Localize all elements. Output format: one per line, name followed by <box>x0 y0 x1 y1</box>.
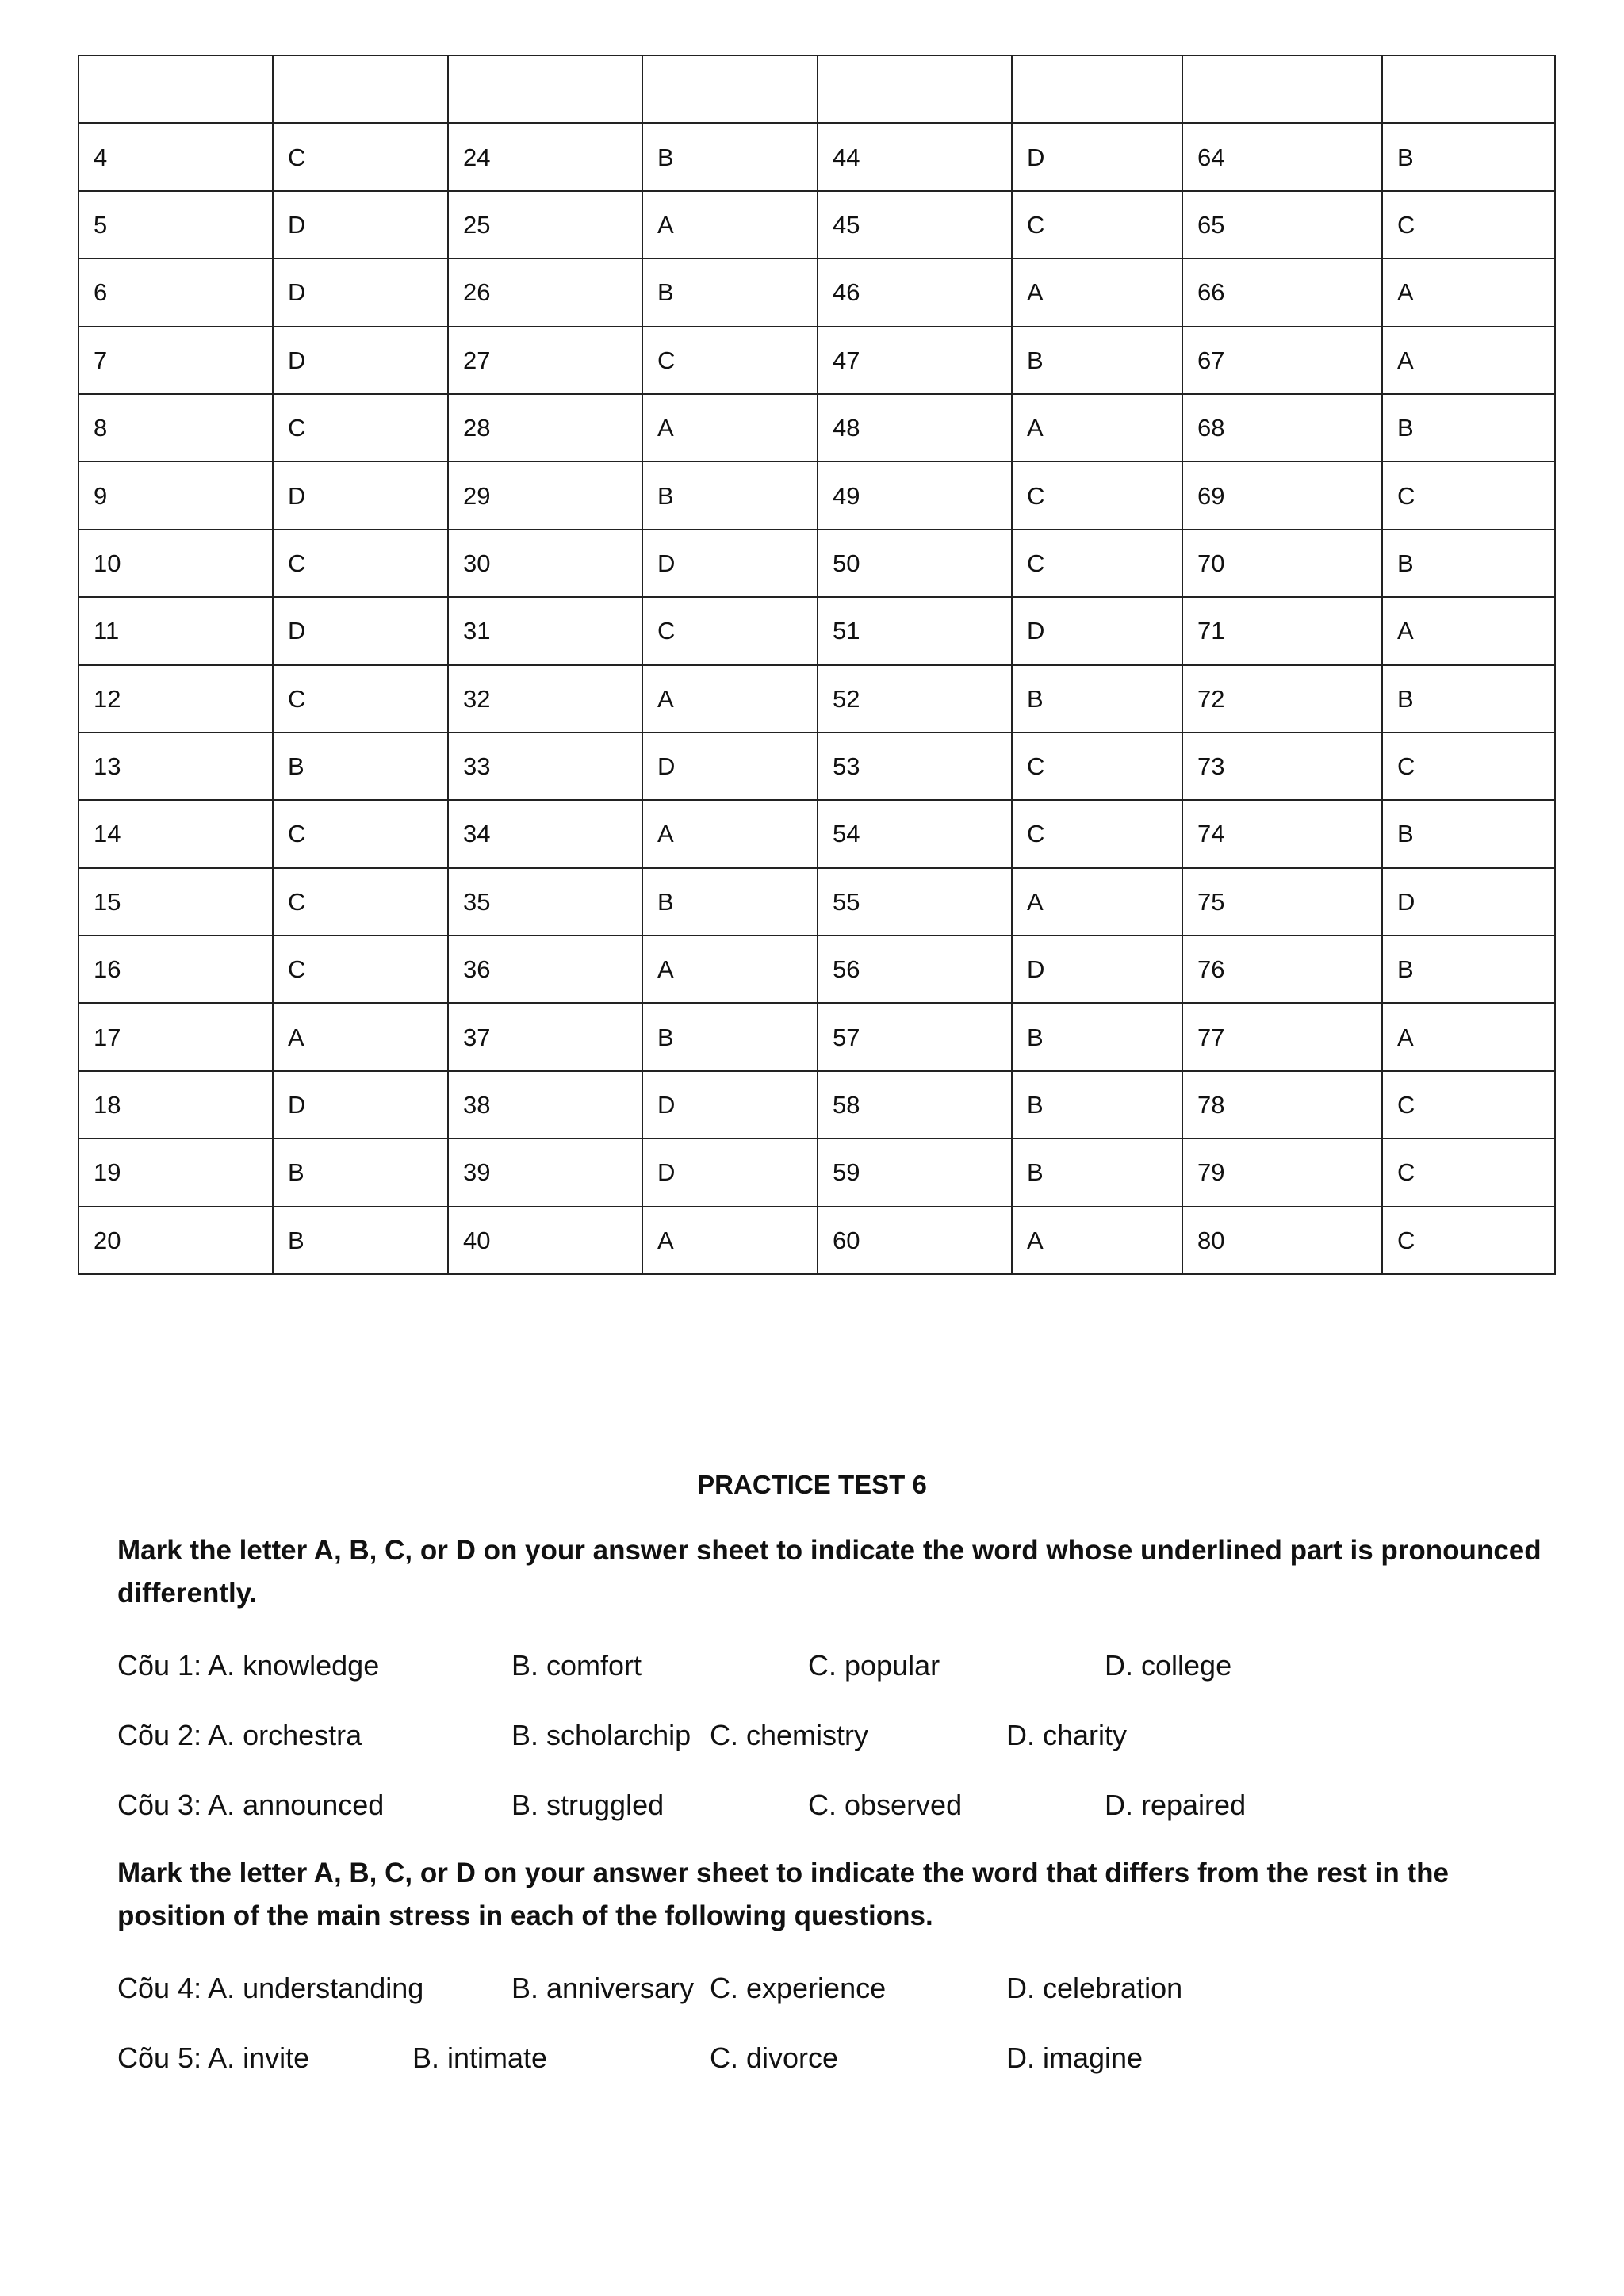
answer-letter-cell: C <box>1012 191 1182 258</box>
question-number-cell: 39 <box>448 1138 642 1206</box>
question-2-option-c: C. chemistry <box>710 1719 869 1751</box>
question-number-cell: 77 <box>1182 1003 1382 1070</box>
question-number-cell: 49 <box>818 461 1012 529</box>
answer-letter-cell: C <box>273 530 448 597</box>
question-number-cell: 30 <box>448 530 642 597</box>
question-number-cell: 15 <box>79 868 273 936</box>
question-number-cell: 52 <box>818 665 1012 733</box>
question-number-cell: 24 <box>448 123 642 190</box>
question-1-option-a: Cõu 1: A. knowledge <box>117 1649 380 1682</box>
question-number-cell: 29 <box>448 461 642 529</box>
question-4-option-d: D. celebration <box>1006 1972 1183 2004</box>
answer-letter-cell: D <box>273 191 448 258</box>
table-row <box>79 530 1555 597</box>
answer-letter-cell: C <box>1382 191 1555 258</box>
question-number-cell: 8 <box>79 394 273 461</box>
answer-letter-cell: B <box>1012 665 1182 733</box>
question-number-cell: 51 <box>818 597 1012 664</box>
answer-letter-cell: A <box>1012 1207 1182 1274</box>
question-number-cell: 46 <box>818 258 1012 326</box>
question-number-cell: 57 <box>818 1003 1012 1070</box>
answer-letter-cell: D <box>273 461 448 529</box>
answer-letter-cell: C <box>273 665 448 733</box>
answer-letter-cell: D <box>642 1071 818 1138</box>
question-1-option-d: D. college <box>1105 1649 1232 1682</box>
answer-letter-cell: A <box>642 1207 818 1274</box>
table-row <box>79 1207 1555 1274</box>
table-header-row <box>79 55 1555 123</box>
answer-letter-cell: B <box>642 123 818 190</box>
question-1-option-c: C. popular <box>808 1649 940 1682</box>
answer-letter-cell: D <box>273 258 448 326</box>
answer-letter-cell: D <box>1012 597 1182 664</box>
answer-letter-cell: A <box>1382 327 1555 394</box>
answer-letter-cell: A <box>1382 1003 1555 1070</box>
answer-letter-cell: C <box>273 800 448 867</box>
question-number-cell: 13 <box>79 733 273 800</box>
question-5-option-a: Cõu 5: A. invite <box>117 2042 310 2074</box>
question-number-cell: 18 <box>79 1071 273 1138</box>
question-3-option-b: B. struggled <box>511 1789 665 1821</box>
answer-letter-cell: B <box>1382 665 1555 733</box>
table-row <box>79 665 1555 733</box>
answer-letter-cell: C <box>1382 1138 1555 1206</box>
question-2-option-a: Cõu 2: A. orchestra <box>117 1719 362 1751</box>
answer-letter-cell: B <box>1382 123 1555 190</box>
answer-letter-cell: C <box>273 123 448 190</box>
answer-letter-cell: D <box>1012 123 1182 190</box>
answer-letter-cell: B <box>1012 1003 1182 1070</box>
answer-letter-cell: A <box>273 1003 448 1070</box>
question-number-cell: 74 <box>1182 800 1382 867</box>
question-number-cell: 26 <box>448 258 642 326</box>
question-number-cell <box>1182 55 1382 123</box>
answer-letter-cell: C <box>273 394 448 461</box>
question-number-cell: 5 <box>79 191 273 258</box>
question-number-cell: 4 <box>79 123 273 190</box>
answer-letter-cell: C <box>1382 1207 1555 1274</box>
answer-letter-cell: C <box>1012 461 1182 529</box>
question-number-cell <box>79 55 273 123</box>
answer-letter-cell: C <box>1382 1071 1555 1138</box>
question-number-cell: 32 <box>448 665 642 733</box>
table-row <box>79 936 1555 1003</box>
question-3-option-d: D. repaired <box>1105 1789 1247 1821</box>
answer-letter-cell: C <box>1012 530 1182 597</box>
question-5-option-c: C. divorce <box>710 2042 839 2074</box>
section1-instruction: Mark the letter A, B, C, or D on your answer sheet to indicate the word whose underlined part is pronounced differently. <box>117 1535 1542 1609</box>
answer-key-table <box>78 55 1556 1275</box>
question-number-cell: 20 <box>79 1207 273 1274</box>
question-number-cell: 36 <box>448 936 642 1003</box>
answer-letter-cell: A <box>1012 258 1182 326</box>
question-4-option-a: Cõu 4: A. understanding <box>117 1972 424 2004</box>
answer-letter-cell: B <box>1382 800 1555 867</box>
question-2-option-b: B. scholarchip <box>511 1719 691 1751</box>
table-row <box>79 258 1555 326</box>
test-title: PRACTICE TEST 6 <box>697 1470 927 1499</box>
question-number-cell: 7 <box>79 327 273 394</box>
answer-letter-cell: D <box>1012 936 1182 1003</box>
question-number-cell: 37 <box>448 1003 642 1070</box>
question-5-option-b: B. intimate <box>412 2042 548 2074</box>
question-number-cell: 64 <box>1182 123 1382 190</box>
answer-letter-cell: A <box>1382 597 1555 664</box>
table-row <box>79 597 1555 664</box>
answer-letter-cell: D <box>1382 868 1555 936</box>
question-number-cell: 70 <box>1182 530 1382 597</box>
answer-letter-cell: B <box>273 1207 448 1274</box>
answer-letter-cell: B <box>1382 530 1555 597</box>
question-number-cell: 17 <box>79 1003 273 1070</box>
question-number-cell: 73 <box>1182 733 1382 800</box>
question-number-cell: 54 <box>818 800 1012 867</box>
question-1-option-b: B. comfort <box>511 1649 642 1682</box>
question-number-cell: 58 <box>818 1071 1012 1138</box>
answer-letter-cell: A <box>1012 394 1182 461</box>
question-number-cell: 53 <box>818 733 1012 800</box>
answer-letter-cell <box>642 55 818 123</box>
question-number-cell: 68 <box>1182 394 1382 461</box>
question-number-cell: 9 <box>79 461 273 529</box>
answer-letter-cell: C <box>1382 733 1555 800</box>
answer-letter-cell: B <box>273 733 448 800</box>
question-number-cell: 75 <box>1182 868 1382 936</box>
table-row <box>79 461 1555 529</box>
question-number-cell: 10 <box>79 530 273 597</box>
question-number-cell: 16 <box>79 936 273 1003</box>
question-number-cell: 69 <box>1182 461 1382 529</box>
table-row <box>79 1138 1555 1206</box>
question-number-cell: 35 <box>448 868 642 936</box>
table-row <box>79 123 1555 190</box>
question-number-cell: 47 <box>818 327 1012 394</box>
question-number-cell: 27 <box>448 327 642 394</box>
question-number-cell: 6 <box>79 258 273 326</box>
answer-letter-cell: B <box>642 1003 818 1070</box>
question-number-cell: 72 <box>1182 665 1382 733</box>
question-number-cell: 14 <box>79 800 273 867</box>
answer-letter-cell: B <box>273 1138 448 1206</box>
question-number-cell: 12 <box>79 665 273 733</box>
question-number-cell: 19 <box>79 1138 273 1206</box>
answer-letter-cell: C <box>1012 733 1182 800</box>
answer-letter-cell: C <box>1382 461 1555 529</box>
table-row <box>79 394 1555 461</box>
answer-letter-cell: B <box>642 868 818 936</box>
answer-letter-cell: D <box>642 530 818 597</box>
table-row <box>79 800 1555 867</box>
question-number-cell: 33 <box>448 733 642 800</box>
table-row <box>79 1071 1555 1138</box>
question-number-cell: 44 <box>818 123 1012 190</box>
question-number-cell: 48 <box>818 394 1012 461</box>
question-number-cell: 67 <box>1182 327 1382 394</box>
question-4-option-c: C. experience <box>710 1972 887 2004</box>
question-number-cell: 34 <box>448 800 642 867</box>
question-number-cell: 55 <box>818 868 1012 936</box>
question-number-cell: 65 <box>1182 191 1382 258</box>
answer-letter-cell <box>1382 55 1555 123</box>
question-number-cell: 31 <box>448 597 642 664</box>
answer-letter-cell: D <box>642 1138 818 1206</box>
question-2-option-d: D. charity <box>1006 1719 1128 1751</box>
question-number-cell: 76 <box>1182 936 1382 1003</box>
answer-letter-cell <box>1012 55 1182 123</box>
answer-letter-cell: C <box>642 327 818 394</box>
question-number-cell <box>818 55 1012 123</box>
question-number-cell: 11 <box>79 597 273 664</box>
question-number-cell: 78 <box>1182 1071 1382 1138</box>
section2-instruction: Mark the letter A, B, C, or D on your answer sheet to indicate the word that differs from the rest in the position of the main stress in each of the following questions. <box>117 1858 1449 1931</box>
question-3-option-a: Cõu 3: A. announced <box>117 1789 385 1821</box>
answer-letter-cell: A <box>642 191 818 258</box>
question-number-cell: 25 <box>448 191 642 258</box>
answer-letter-cell: B <box>1382 936 1555 1003</box>
answer-letter-cell: B <box>1012 1071 1182 1138</box>
question-number-cell: 56 <box>818 936 1012 1003</box>
table-row <box>79 868 1555 936</box>
question-number-cell: 59 <box>818 1138 1012 1206</box>
question-3-option-c: C. observed <box>808 1789 963 1821</box>
answer-letter-cell: A <box>1382 258 1555 326</box>
table-row <box>79 733 1555 800</box>
answer-letter-cell: B <box>1012 1138 1182 1206</box>
answer-letter-cell: A <box>642 800 818 867</box>
answer-letter-cell: B <box>642 461 818 529</box>
question-number-cell: 79 <box>1182 1138 1382 1206</box>
answer-letter-cell: A <box>642 936 818 1003</box>
answer-letter-cell: C <box>642 597 818 664</box>
question-number-cell: 50 <box>818 530 1012 597</box>
question-number-cell: 66 <box>1182 258 1382 326</box>
answer-letter-cell: A <box>1012 868 1182 936</box>
question-number-cell: 80 <box>1182 1207 1382 1274</box>
question-number-cell: 71 <box>1182 597 1382 664</box>
answer-letter-cell: A <box>642 665 818 733</box>
question-5-option-d: D. imagine <box>1006 2042 1143 2074</box>
answer-letter-cell: D <box>273 1071 448 1138</box>
answer-letter-cell: C <box>1012 800 1182 867</box>
answer-letter-cell: B <box>642 258 818 326</box>
question-number-cell: 40 <box>448 1207 642 1274</box>
answer-letter-cell: C <box>273 868 448 936</box>
table-row <box>79 191 1555 258</box>
table-row <box>79 327 1555 394</box>
question-4-option-b: B. anniversary <box>511 1972 695 2004</box>
answer-letter-cell: B <box>1012 327 1182 394</box>
question-number-cell: 60 <box>818 1207 1012 1274</box>
answer-letter-cell: D <box>273 597 448 664</box>
answer-letter-cell: D <box>642 733 818 800</box>
answer-letter-cell: B <box>1382 394 1555 461</box>
question-number-cell: 28 <box>448 394 642 461</box>
answer-letter-cell: D <box>273 327 448 394</box>
question-number-cell <box>448 55 642 123</box>
question-number-cell: 45 <box>818 191 1012 258</box>
answer-letter-cell: A <box>642 394 818 461</box>
answer-letter-cell <box>273 55 448 123</box>
question-number-cell: 38 <box>448 1071 642 1138</box>
answer-letter-cell: C <box>273 936 448 1003</box>
table-row <box>79 1003 1555 1070</box>
